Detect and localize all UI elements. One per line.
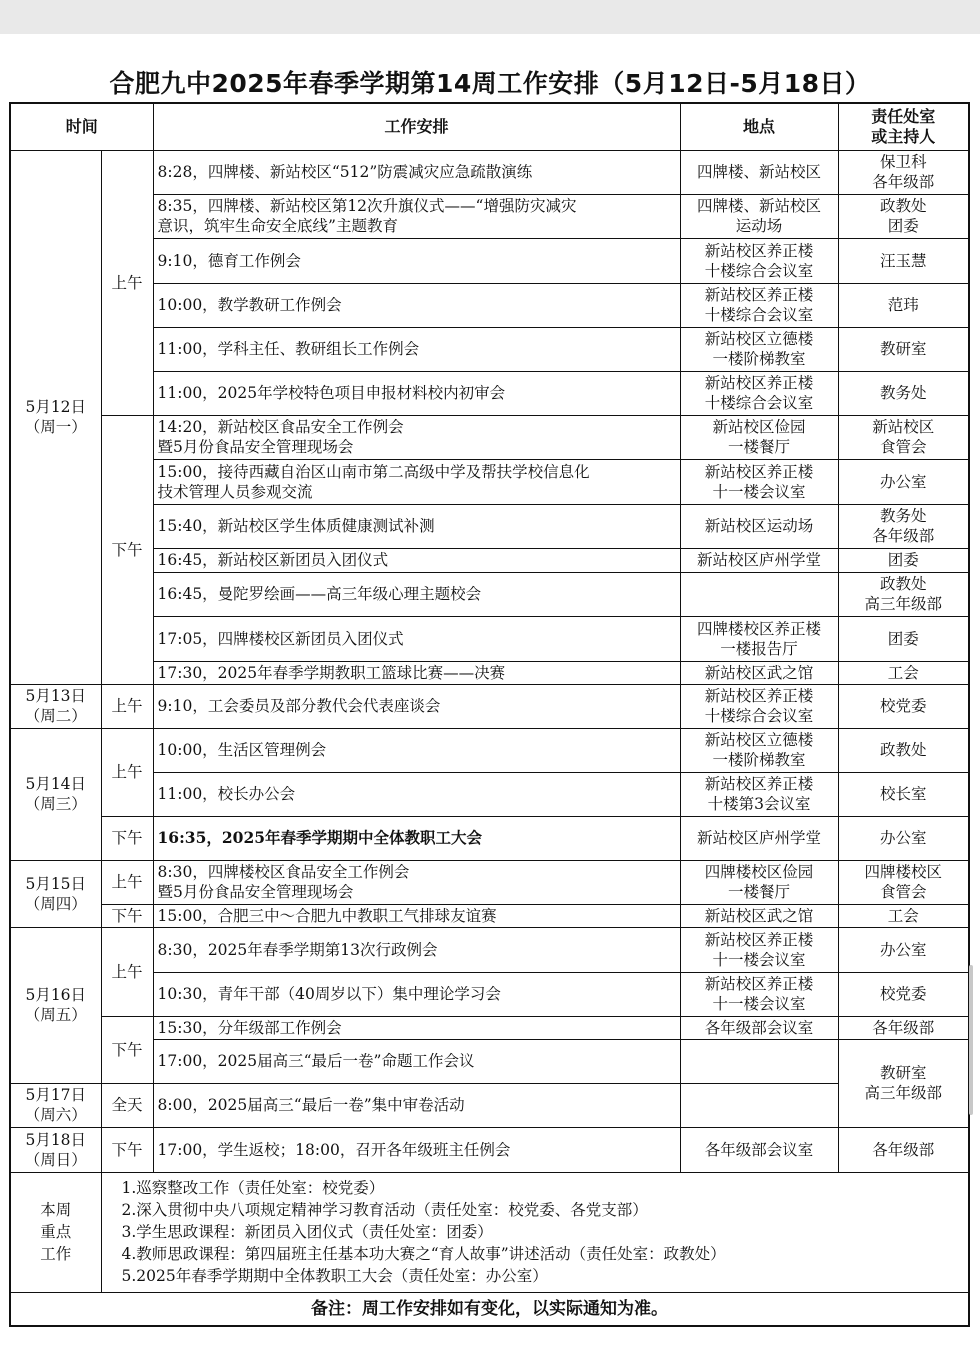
table-row bbox=[10, 728, 969, 772]
task-line: 暨5月份食品安全管理现场会 bbox=[157, 883, 354, 901]
table-row bbox=[10, 927, 969, 972]
task-cell: 8:28，四牌楼、新站校区“512”防震减灾应急疏散演练 bbox=[153, 150, 680, 194]
responsible-cell: 工会 bbox=[838, 661, 969, 684]
location-line: 新站校区养正楼 bbox=[704, 462, 814, 481]
location-line: 四牌楼校区俭园 bbox=[704, 863, 814, 881]
location-line: 一楼餐厅 bbox=[728, 883, 791, 901]
date-label: 5月13日 bbox=[25, 687, 87, 705]
responsible-cell bbox=[838, 415, 969, 459]
date-cell-0518 bbox=[10, 1127, 101, 1172]
table-row bbox=[10, 238, 969, 283]
location-line: 十楼综合会议室 bbox=[704, 306, 814, 324]
weekday-label: （周六） bbox=[24, 1106, 87, 1124]
location-line: 十一楼会议室 bbox=[712, 995, 806, 1013]
task-cell: 10:00，生活区管理例会 bbox=[153, 728, 680, 772]
table-row bbox=[10, 327, 969, 371]
task-cell: 11:00，校长办公会 bbox=[153, 772, 680, 816]
location-cell bbox=[680, 616, 838, 661]
responsible-line: 高三年级部 bbox=[864, 1084, 943, 1102]
key-work-label-line: 重点 bbox=[40, 1223, 72, 1241]
location-line: 十楼综合会议室 bbox=[704, 261, 814, 280]
location-cell bbox=[680, 327, 838, 371]
location-cell bbox=[680, 194, 838, 238]
key-work-label bbox=[10, 1172, 101, 1292]
task-cell: 16:45，曼陀罗绘画——高三年级心理主题校会 bbox=[153, 572, 680, 616]
responsible-line: 政教处 bbox=[880, 575, 927, 593]
location-cell: 新站校区武之馆 bbox=[680, 904, 838, 927]
responsible-line: 各年级部 bbox=[872, 527, 935, 545]
table-row bbox=[10, 616, 969, 661]
key-work-label-line: 工作 bbox=[40, 1245, 72, 1263]
task-cell: 17:30，2025年春季学期教职工篮球比赛——决赛 bbox=[153, 661, 680, 684]
responsible-cell bbox=[838, 860, 969, 904]
table-row bbox=[10, 1083, 969, 1127]
table-row bbox=[10, 194, 969, 238]
location-line: 新站校区养正楼 bbox=[704, 374, 814, 392]
period-cell: 下午 bbox=[101, 415, 153, 684]
responsible-cell: 教务处 bbox=[838, 371, 969, 415]
key-work-item: 3.学生思政课程：新团员入团仪式（责任处室：团委） bbox=[121, 1223, 493, 1241]
location-line: 十楼综合会议室 bbox=[704, 394, 814, 412]
header-location: 地点 bbox=[680, 103, 838, 150]
responsible-cell: 校党委 bbox=[838, 972, 969, 1016]
location-line: 新站校区养正楼 bbox=[704, 975, 814, 993]
task-cell: 15:30，分年级部工作例会 bbox=[153, 1016, 680, 1039]
date-label: 5月12日 bbox=[25, 398, 87, 416]
location-line: 十楼第3会议室 bbox=[707, 795, 811, 813]
responsible-line: 教务处 bbox=[880, 507, 927, 525]
location-cell bbox=[680, 728, 838, 772]
task-cell: 10:30，青年干部（40周岁以下）集中理论学习会 bbox=[153, 972, 680, 1016]
responsible-cell bbox=[838, 504, 969, 548]
weekday-label: （周日） bbox=[24, 1150, 87, 1169]
task-cell bbox=[153, 860, 680, 904]
task-cell: 9:10，工会委员及部分教代会代表座谈会 bbox=[153, 684, 680, 728]
location-line: 一楼阶梯教室 bbox=[712, 751, 806, 769]
location-cell bbox=[680, 1083, 838, 1127]
responsible-cell bbox=[838, 150, 969, 194]
location-line: 四牌楼、新站校区 bbox=[697, 197, 822, 215]
table-row bbox=[10, 283, 969, 327]
task-cell: 11:00，2025年学校特色项目申报材料校内初审会 bbox=[153, 371, 680, 415]
location-cell: 各年级部会议室 bbox=[680, 1016, 838, 1039]
responsible-line: 高三年级部 bbox=[864, 595, 943, 613]
key-work-row bbox=[10, 1172, 969, 1292]
task-cell: 10:00，教学教研工作例会 bbox=[153, 283, 680, 327]
remark-row bbox=[10, 1292, 969, 1326]
period-cell: 全天 bbox=[101, 1083, 153, 1127]
table-row bbox=[10, 972, 969, 1016]
responsible-line: 新站校区 bbox=[872, 418, 935, 436]
location-cell: 各年级部会议室 bbox=[680, 1127, 838, 1172]
responsible-cell: 政教处 bbox=[838, 728, 969, 772]
date-label: 5月14日 bbox=[25, 775, 87, 793]
location-cell bbox=[680, 860, 838, 904]
location-cell bbox=[680, 684, 838, 728]
responsible-cell: 校党委 bbox=[838, 684, 969, 728]
responsible-cell: 校长室 bbox=[838, 772, 969, 816]
task-line: 14:20，新站校区食品安全工作例会 bbox=[157, 418, 404, 436]
location-line: 一楼餐厅 bbox=[728, 438, 791, 456]
location-line: 四牌楼校区养正楼 bbox=[697, 619, 822, 638]
task-line: 15:00，接待西藏自治区山南市第二高级中学及帮扶学校信息化 bbox=[157, 462, 590, 481]
responsible-line: 各年级部 bbox=[872, 173, 935, 191]
location-cell bbox=[680, 283, 838, 327]
key-work-list bbox=[101, 1172, 969, 1292]
date-label: 5月18日 bbox=[25, 1130, 87, 1149]
key-work-label-line: 本周 bbox=[40, 1201, 72, 1219]
task-line: 意识，筑牢生命安全底线”主题教育 bbox=[157, 217, 398, 235]
location-cell: 新站校区庐州学堂 bbox=[680, 816, 838, 860]
responsible-cell: 工会 bbox=[838, 904, 969, 927]
period-cell: 下午 bbox=[101, 1016, 153, 1083]
responsible-cell: 各年级部 bbox=[838, 1127, 969, 1172]
task-cell: 17:00，学生返校；18:00，召开各年级班主任例会 bbox=[153, 1127, 680, 1172]
location-line: 一楼阶梯教室 bbox=[712, 350, 806, 368]
date-cell-0517 bbox=[10, 1083, 101, 1127]
location-line: 新站校区养正楼 bbox=[704, 286, 814, 304]
header-row bbox=[10, 103, 969, 150]
responsible-cell: 团委 bbox=[838, 548, 969, 572]
location-line: 新站校区养正楼 bbox=[704, 687, 814, 705]
weekday-label: （周二） bbox=[24, 707, 87, 725]
period-cell: 上午 bbox=[101, 150, 153, 415]
table-row bbox=[10, 371, 969, 415]
task-cell: 17:05，四牌楼校区新团员入团仪式 bbox=[153, 616, 680, 661]
location-line: 一楼报告厅 bbox=[720, 639, 798, 658]
location-cell: 新站校区武之馆 bbox=[680, 661, 838, 684]
header-task: 工作安排 bbox=[153, 103, 680, 150]
location-cell bbox=[680, 371, 838, 415]
responsible-line: 四牌楼校区 bbox=[864, 863, 943, 881]
table-row bbox=[10, 772, 969, 816]
responsible-cell bbox=[838, 194, 969, 238]
page-title: 合肥九中2025年春季学期第14周工作安排（5月12日-5月18日） bbox=[109, 69, 871, 98]
responsible-line: 教研室 bbox=[880, 1064, 927, 1082]
task-line: 8:30，四牌楼校区食品安全工作例会 bbox=[157, 863, 410, 881]
header-responsible-line2: 或主持人 bbox=[871, 126, 936, 146]
location-cell: 新站校区运动场 bbox=[680, 504, 838, 548]
table-row bbox=[10, 504, 969, 548]
responsible-cell: 范玮 bbox=[838, 283, 969, 327]
table-row bbox=[10, 661, 969, 684]
location-cell bbox=[680, 572, 838, 616]
table-row bbox=[10, 1127, 969, 1172]
table-row bbox=[10, 860, 969, 904]
date-label: 5月15日 bbox=[25, 874, 87, 893]
responsible-cell: 办公室 bbox=[838, 927, 969, 972]
task-cell: 15:00，合肥三中～合肥九中教职工气排球友谊赛 bbox=[153, 904, 680, 927]
key-work-item: 2.深入贯彻中央八项规定精神学习教育活动（责任处室：校党委、各党支部） bbox=[121, 1201, 648, 1219]
location-cell bbox=[680, 772, 838, 816]
responsible-line: 食管会 bbox=[880, 438, 927, 456]
location-cell: 新站校区庐州学堂 bbox=[680, 548, 838, 572]
responsible-cell: 办公室 bbox=[838, 816, 969, 860]
responsible-cell: 团委 bbox=[838, 616, 969, 661]
location-line: 十一楼会议室 bbox=[712, 950, 806, 969]
responsible-line: 保卫科 bbox=[880, 153, 927, 171]
key-work-item: 1.巡察整改工作（责任处室：校党委） bbox=[121, 1179, 385, 1197]
location-line: 运动场 bbox=[735, 217, 783, 235]
task-cell: 17:00，2025届高三“最后一卷”命题工作会议 bbox=[153, 1039, 680, 1083]
header-responsible bbox=[838, 103, 969, 150]
table-row bbox=[10, 150, 969, 194]
task-cell: 16:45，新站校区新团员入团仪式 bbox=[153, 548, 680, 572]
location-cell bbox=[680, 972, 838, 1016]
task-cell: 8:30，2025年春季学期第13次行政例会 bbox=[153, 927, 680, 972]
location-line: 十楼综合会议室 bbox=[704, 707, 814, 725]
responsible-cell: 各年级部 bbox=[838, 1016, 969, 1039]
period-cell: 上午 bbox=[101, 927, 153, 1016]
task-line: 技术管理人员参观交流 bbox=[157, 482, 313, 501]
location-line: 新站校区俭园 bbox=[712, 418, 806, 436]
responsible-line: 食管会 bbox=[880, 883, 927, 901]
task-cell: 11:00，学科主任、教研组长工作例会 bbox=[153, 327, 680, 371]
schedule-table bbox=[9, 102, 970, 1327]
task-cell: 16:35，2025年春季学期期中全体教职工大会 bbox=[153, 816, 680, 860]
location-cell bbox=[680, 459, 838, 504]
task-line: 8:35，四牌楼、新站校区第12次升旗仪式——“增强防灾减灾 bbox=[157, 197, 577, 215]
scrollbar[interactable] bbox=[969, 965, 973, 1115]
period-cell: 下午 bbox=[101, 904, 153, 927]
date-label: 5月16日 bbox=[25, 986, 87, 1004]
date-cell-0514 bbox=[10, 728, 101, 860]
task-cell: 8:00，2025届高三“最后一卷”集中审卷活动 bbox=[153, 1083, 680, 1127]
table-row bbox=[10, 548, 969, 572]
table-row bbox=[10, 572, 969, 616]
date-cell-0513 bbox=[10, 684, 101, 728]
header-responsible-line1: 责任处室 bbox=[871, 106, 936, 126]
weekday-label: （周三） bbox=[24, 795, 87, 813]
table-row bbox=[10, 415, 969, 459]
period-cell: 上午 bbox=[101, 860, 153, 904]
location-cell bbox=[680, 238, 838, 283]
weekday-label: （周四） bbox=[24, 894, 87, 913]
weekday-label: （周五） bbox=[24, 1006, 87, 1024]
table-row bbox=[10, 904, 969, 927]
responsible-cell: 教研室 bbox=[838, 327, 969, 371]
table-row bbox=[10, 1016, 969, 1039]
period-cell: 上午 bbox=[101, 684, 153, 728]
location-cell: 四牌楼、新站校区 bbox=[680, 150, 838, 194]
period-cell: 上午 bbox=[101, 728, 153, 816]
responsible-cell bbox=[838, 572, 969, 616]
task-cell: 9:10，德育工作例会 bbox=[153, 238, 680, 283]
date-cell-0512 bbox=[10, 150, 101, 684]
key-work-item: 4.教师思政课程：第四届班主任基本功大赛之“育人故事”讲述活动（责任处室：政教处） bbox=[121, 1245, 726, 1263]
task-cell bbox=[153, 415, 680, 459]
task-line: 暨5月份食品安全管理现场会 bbox=[157, 438, 354, 456]
location-cell bbox=[680, 415, 838, 459]
location-line: 新站校区养正楼 bbox=[704, 241, 814, 260]
viewer-top-bar bbox=[0, 0, 980, 34]
table-row bbox=[10, 684, 969, 728]
responsible-line: 团委 bbox=[887, 217, 919, 235]
location-cell bbox=[680, 927, 838, 972]
location-line: 新站校区立德楼 bbox=[704, 731, 814, 749]
responsible-cell bbox=[838, 1039, 969, 1127]
period-cell: 下午 bbox=[101, 816, 153, 860]
task-cell bbox=[153, 194, 680, 238]
date-cell-0516 bbox=[10, 927, 101, 1083]
location-line: 新站校区立德楼 bbox=[704, 330, 814, 348]
location-line: 新站校区养正楼 bbox=[704, 775, 814, 793]
date-label: 5月17日 bbox=[25, 1086, 87, 1104]
table-row bbox=[10, 816, 969, 860]
remark-text: 备注：周工作安排如有变化，以实际通知为准。 bbox=[10, 1292, 969, 1326]
header-time: 时间 bbox=[10, 103, 153, 150]
date-cell-0515 bbox=[10, 860, 101, 927]
location-line: 新站校区养正楼 bbox=[704, 930, 814, 949]
period-cell: 下午 bbox=[101, 1127, 153, 1172]
task-cell bbox=[153, 459, 680, 504]
weekday-label: （周一） bbox=[24, 418, 87, 436]
key-work-item: 5.2025年春季学期期中全体教职工大会（责任处室：办公室） bbox=[121, 1267, 548, 1285]
location-line: 十一楼会议室 bbox=[712, 482, 806, 501]
responsible-line: 政教处 bbox=[880, 197, 927, 215]
task-cell: 15:40，新站校区学生体质健康测试补测 bbox=[153, 504, 680, 548]
responsible-cell: 汪玉慧 bbox=[838, 238, 969, 283]
responsible-cell: 办公室 bbox=[838, 459, 969, 504]
location-cell bbox=[680, 1039, 838, 1083]
table-row bbox=[10, 1039, 969, 1083]
table-row bbox=[10, 459, 969, 504]
